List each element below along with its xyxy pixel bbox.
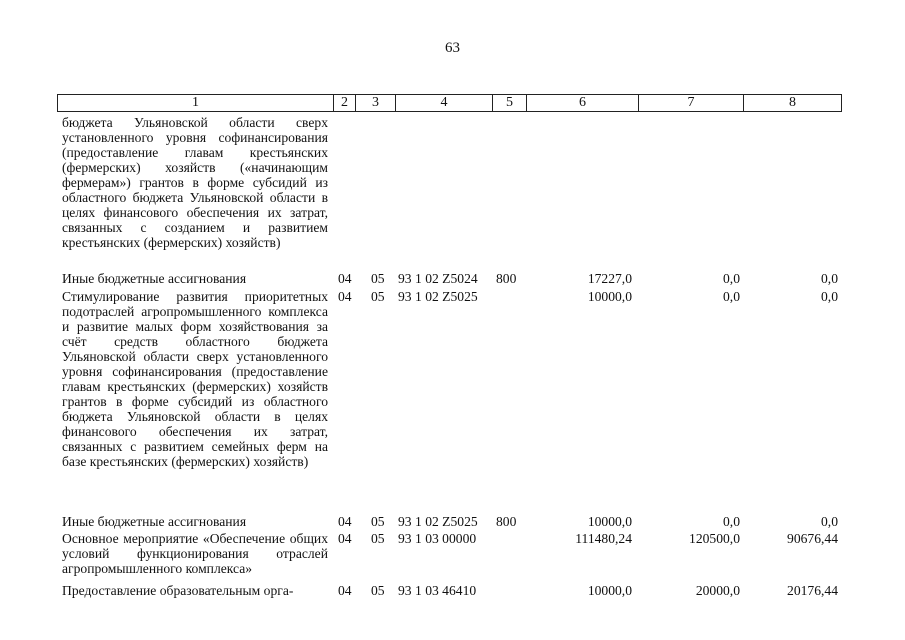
row-amount-col6: 10000,0 [587, 583, 632, 598]
header-col-6: 6 [526, 95, 638, 111]
header-col-3: 3 [355, 95, 395, 111]
row-target-article: 93 1 02 Z5025 [398, 289, 478, 304]
row-amount-col6: 10000,0 [587, 514, 632, 529]
header-col-8: 8 [743, 95, 841, 111]
row-section: 04 [338, 531, 352, 546]
row-section: 04 [338, 583, 352, 598]
row-target-article: 93 1 02 Z5025 [398, 514, 478, 529]
row-amount-col6: 17227,0 [587, 271, 632, 286]
row-expense-type: 800 [496, 271, 517, 286]
row-amount-col6: 10000,0 [587, 289, 632, 304]
row-amount-col8: 0,0 [821, 289, 838, 304]
row-subsection: 05 [371, 271, 385, 286]
row-subsection: 05 [371, 531, 385, 546]
row-description: Иные бюджетные ассигнования [62, 514, 247, 529]
row-amount-col6: 111480,24 [575, 531, 632, 546]
row-description: Стимулирование развития приоритетных подотраслей агропромышленного комплекса и развитие малых форм хозяйствования за счёт средств областного бюджета Ульяновской области сверх установленного уровня софинансирования (предоставление главам крестьянских (фермерских) хозяйств грантов в форме субсидий из областного бюджета Ульяновской области в целях финансового обеспечения их затрат, связанных с развитием семейных ферм на базе крестьянских (фермерских) хозяйств) [62, 289, 328, 469]
row-target-article: 93 1 03 46410 [398, 583, 477, 598]
row-target-article: 93 1 03 00000 [398, 531, 477, 546]
row-amount-col8: 20176,44 [787, 583, 838, 598]
header-col-1: 1 [192, 95, 199, 110]
header-col-2: 2 [333, 95, 355, 111]
row-subsection: 05 [371, 583, 385, 598]
header-col-5: 5 [492, 95, 526, 111]
row-amount-col7: 20000,0 [695, 583, 740, 598]
header-col-7: 7 [638, 95, 743, 111]
header-col-4: 4 [395, 95, 492, 111]
row-section: 04 [338, 514, 352, 529]
row-section: 04 [338, 289, 352, 304]
row-description: Иные бюджетные ассигнования [62, 271, 247, 286]
row-amount-col8: 0,0 [821, 514, 838, 529]
row-subsection: 05 [371, 289, 385, 304]
row-description: бюджета Ульяновской области сверх установленного уровня софинансирования (предоставление главам крестьянских (фермерских) хозяйств («начинающим фермерам») грантов в форме субсидий из областного бюджета Ульяновской области в целях финансового обеспечения их затрат, связанных с созданием и развитием крестьянских (фермерских) хозяйств) [62, 115, 328, 250]
row-amount-col8: 0,0 [821, 271, 838, 286]
row-subsection: 05 [371, 514, 385, 529]
row-expense-type: 800 [496, 514, 517, 529]
row-description: Предоставление образовательным орга- [62, 583, 294, 598]
row-amount-col8: 90676,44 [787, 531, 838, 546]
row-amount-col7: 0,0 [723, 271, 740, 286]
row-amount-col7: 0,0 [723, 289, 740, 304]
row-amount-col7: 120500,0 [689, 531, 740, 546]
row-target-article: 93 1 02 Z5024 [398, 271, 478, 286]
table-header [57, 94, 842, 112]
row-description: Основное мероприятие «Обеспечение общих условий функционирования отраслей агропромышленного комплекса» [62, 531, 328, 576]
row-amount-col7: 0,0 [723, 514, 740, 529]
row-section: 04 [338, 271, 352, 286]
page-number: 63 [445, 40, 460, 56]
